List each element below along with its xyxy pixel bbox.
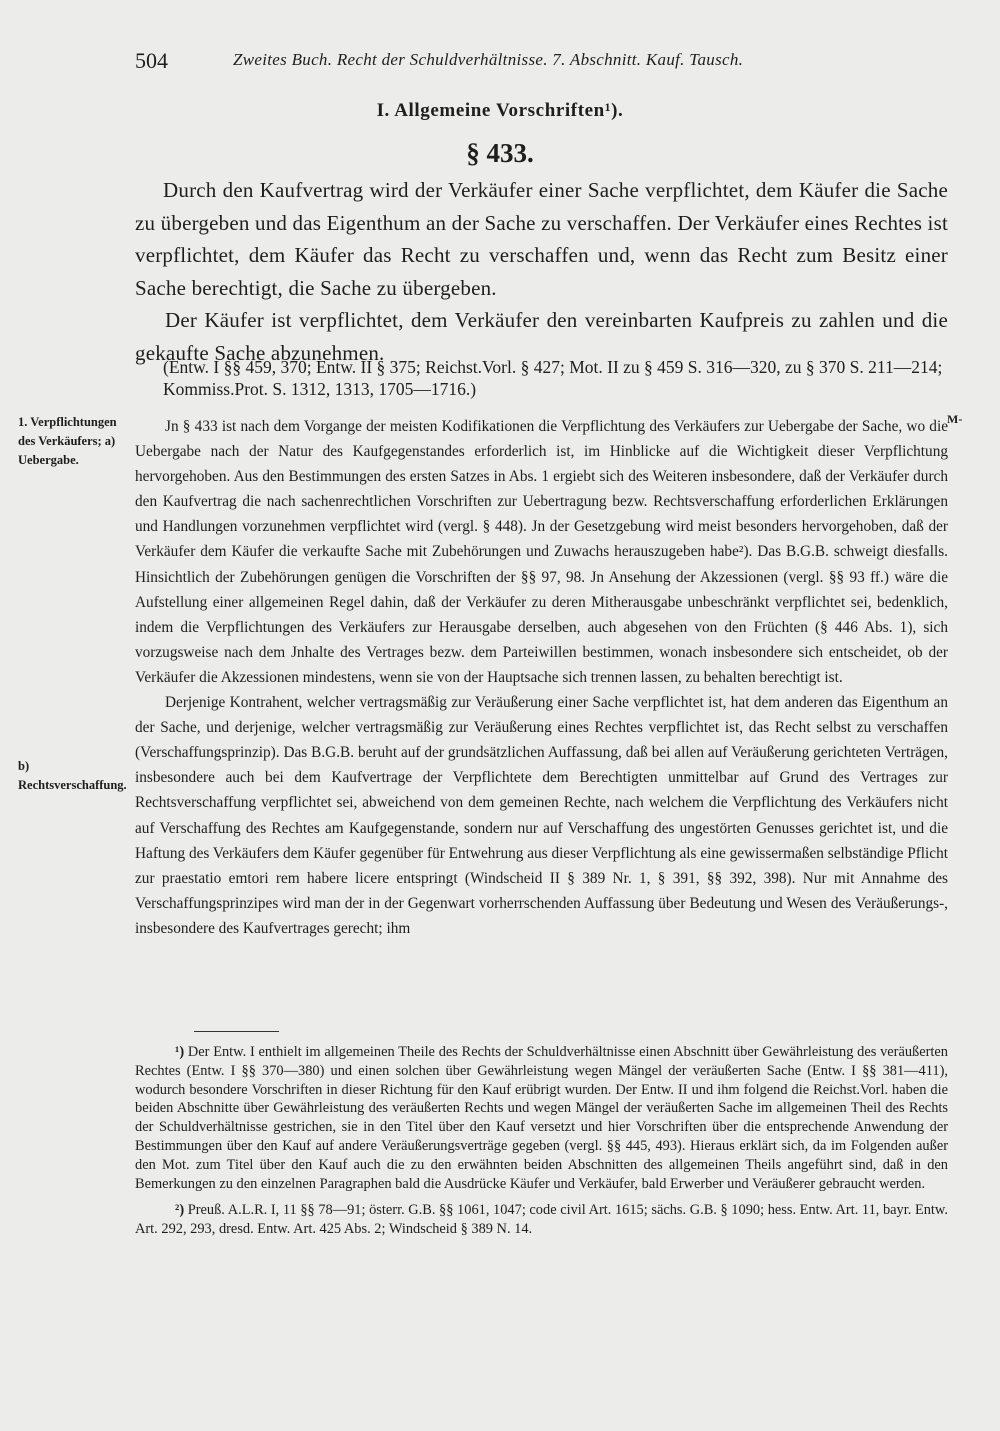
paragraph-number: § 433.: [466, 138, 534, 168]
footnote: [135, 1043, 948, 1193]
footnote: [135, 1201, 948, 1239]
footnote-divider: [194, 1031, 279, 1032]
commentary-paragraph: Derjenige Kontrahent, welcher vertragsmäßig zur Veräußerung einer Sache verpflichtet ist, hat dem anderen das Eigenthum an der Sache, und derjenige, welcher vertragsmäßig zur Veräußerung eines Rechtes verpflichtet ist, das Recht selbst zu verschaffen (Verschaffungsprinzip). Das B.G.B. beruht auf der grundsätzlichen Auffassung, daß bei allen auf Veräußerung gerichteten Verträgen, insbesondere auch bei dem Kaufvertrage der Verpflichtete dem Berechtigten unmittelbar auf Grund des Vertrages zur Rechtsverschaffung verpflichtet sei, abweichend von dem gemeinen Rechte, nach welchem die Verpflichtung des Verkäufers nicht auf Verschaffung des Rechtes am Kaufgegenstande, sondern nur auf Verschaffung des ungestörten Genusses gerichtet ist, und die Haftung des Verkäufers dem Käufer gegenüber für Entwehrung aus dieser Verpflichtung als eine gewissermaßen selbständige Pflicht zur praestatio emtori rem habere licere entspringt (Windscheid II § 389 Nr. 1, § 391, §§ 392, 398). Nur mit Annahme des Verschaffungsprinzipes wird man der in der Gegenwart vorherrschenden Auffassung über Bedeutung und Wesen des Veräußerungs-, insbesondere des Kaufvertrages gerecht; ihm: [135, 694, 948, 937]
law-text-paragraph: Durch den Kaufvertrag wird der Verkäufer einer Sache verpflichtet, dem Käufer die Sache zu übergeben und das Eigenthum an der Sache zu verschaffen. Der Verkäufer eines Rechtes ist verpflichtet, dem Käufer das Recht zu verschaffen und, wenn das Recht zum Besitz einer Sache berechtigt, die Sache zu übergeben.: [135, 178, 948, 300]
footnote-marker: ¹): [175, 1044, 185, 1060]
margin-note: b) Rechtsverschaffung.: [18, 759, 127, 792]
footnote-text: Preuß. A.L.R. I, 11 §§ 78—91; österr. G.B. §§ 1061, 1047; code civil Art. 1615; sächs. G.B. § 1090; hess. Entw. Art. 11, bayr. Entw. Art. 292, 293, dresd. Entw. Art. 425 Abs. 2; Windscheid § 389 N. 14.: [135, 1202, 948, 1238]
commentary-paragraph: Jn § 433 ist nach dem Vorgange der meisten Kodifikationen die Verpflichtung des Verkäufers zur Uebergabe der Sache, wo die Uebergabe nach der Natur des Kaufgegenstandes erforderlich ist, im Hinblicke auf die Wichtigkeit dieser Verpflichtung hervorgehoben. Aus den Bestimmungen des ersten Satzes in Abs. 1 ergiebt sich des Weiteren insbesondere, daß der Verkäufer durch den Kaufvertrag die nach sachenrechtlichen Vorschriften zur Uebertragung bezw. Rechtsverschaffung erforderlichen Erklärungen und Handlungen vorzunehmen verpflichtet wird (vergl. § 448). Jn der Gesetzgebung wird meist besonders hervorgehoben, daß der Verkäufer dem Käufer die verkaufte Sache mit Zubehörungen und Zuwachs herauszugeben habe²). Das B.G.B. schweigt diesfalls. Hinsichtlich der Zubehörungen genügen die Vorschriften der §§ 97, 98. Jn Ansehung der Akzessionen (vergl. §§ 93 ff.) wäre die Aufstellung einer allgemeinen Regel dahin, daß der Verkäufer zu deren Mitherausgabe unbeschränkt verpflichtet sei, bedenklich, indem die Verpflichtungen des Verkäufers zur Herausgabe derselben, auch abgesehen von den Früchten (§ 446 Abs. 1), sich vorzugsweise nach dem Jnhalte des Vertrages bezw. dem Parteiwillen bestimmen, wonach insbesondere sich entscheidet, ob der Verkäufer die Akzessionen mindestens, wenn sie von der Hauptsache sich trennen lassen, zu behalten berechtigt ist.: [135, 418, 948, 686]
page-header: [135, 48, 955, 76]
source-references: (Entw. I §§ 459, 370; Entw. II § 375; Reichst.Vorl. § 427; Mot. II zu § 459 S. 316—320, zu § 370 S. 211—214; Kommiss.Prot. S. 1312, 1313, 1705—1716.): [163, 357, 943, 399]
footnote-text: Der Entw. I enthielt im allgemeinen Theile des Rechts der Schuldverhältnisse einen Abschnitt über Gewährleistung des veräußerten Rechtes (Entw. I §§ 370—380) und einen solchen über Gewährleistung wegen Mängel der veräußerten Sache (Entw. I §§ 381—411), wodurch besondere Vorschriften in dieser Richtung für den Kauf erübrigt wurden. Der Entw. II und ihm folgend die Reichst.Vorl. haben die beiden Abschnitte über Gewährleistung des veräußerten Rechts und wegen Mängel der veräußerten Sache im allgemeinen Theil des Rechts der Schuldverhältnisse gestrichen, sie in den Titel über den Kauf versetzt und hier Vorschriften über die entsprechende Anwendung der Bestimmungen über den Kauf auf andere Veräußerungsverträge gegeben (vergl. §§ 445, 493). Hieraus erklärt sich, da im Folgenden außer den Mot. zum Titel über den Kauf auch die zu den erwähnten beiden Abschnitten des allgemeinen Theils angeführt sind, daß in den Bemerkungen zu den einzelnen Paragraphen bald die Ausdrücke Käufer und Verkäufer, bald Erwerber und Veräußerer gebraucht werden.: [135, 1044, 948, 1192]
law-text-paragraph: Der Käufer ist verpflichtet, dem Verkäufer den vereinbarten Kaufpreis zu zahlen und die gekaufte Sache abzunehmen.: [135, 308, 948, 365]
edge-mark: M-: [947, 412, 963, 426]
commentary-block: [135, 414, 948, 941]
section-heading: I. Allgemeine Vorschriften¹).: [376, 100, 624, 121]
law-text-block: [135, 174, 948, 370]
footnote-marker: ²): [175, 1202, 185, 1219]
footnotes-block: [135, 1043, 948, 1239]
running-head: Zweites Buch. Recht der Schuldverhältnisse. 7. Abschnitt. Kauf. Tausch.: [233, 50, 744, 69]
margin-note: 1. Verpflichtungen des Verkäufers; a) Uebergabe.: [18, 415, 117, 467]
page-number: 504: [135, 48, 168, 73]
